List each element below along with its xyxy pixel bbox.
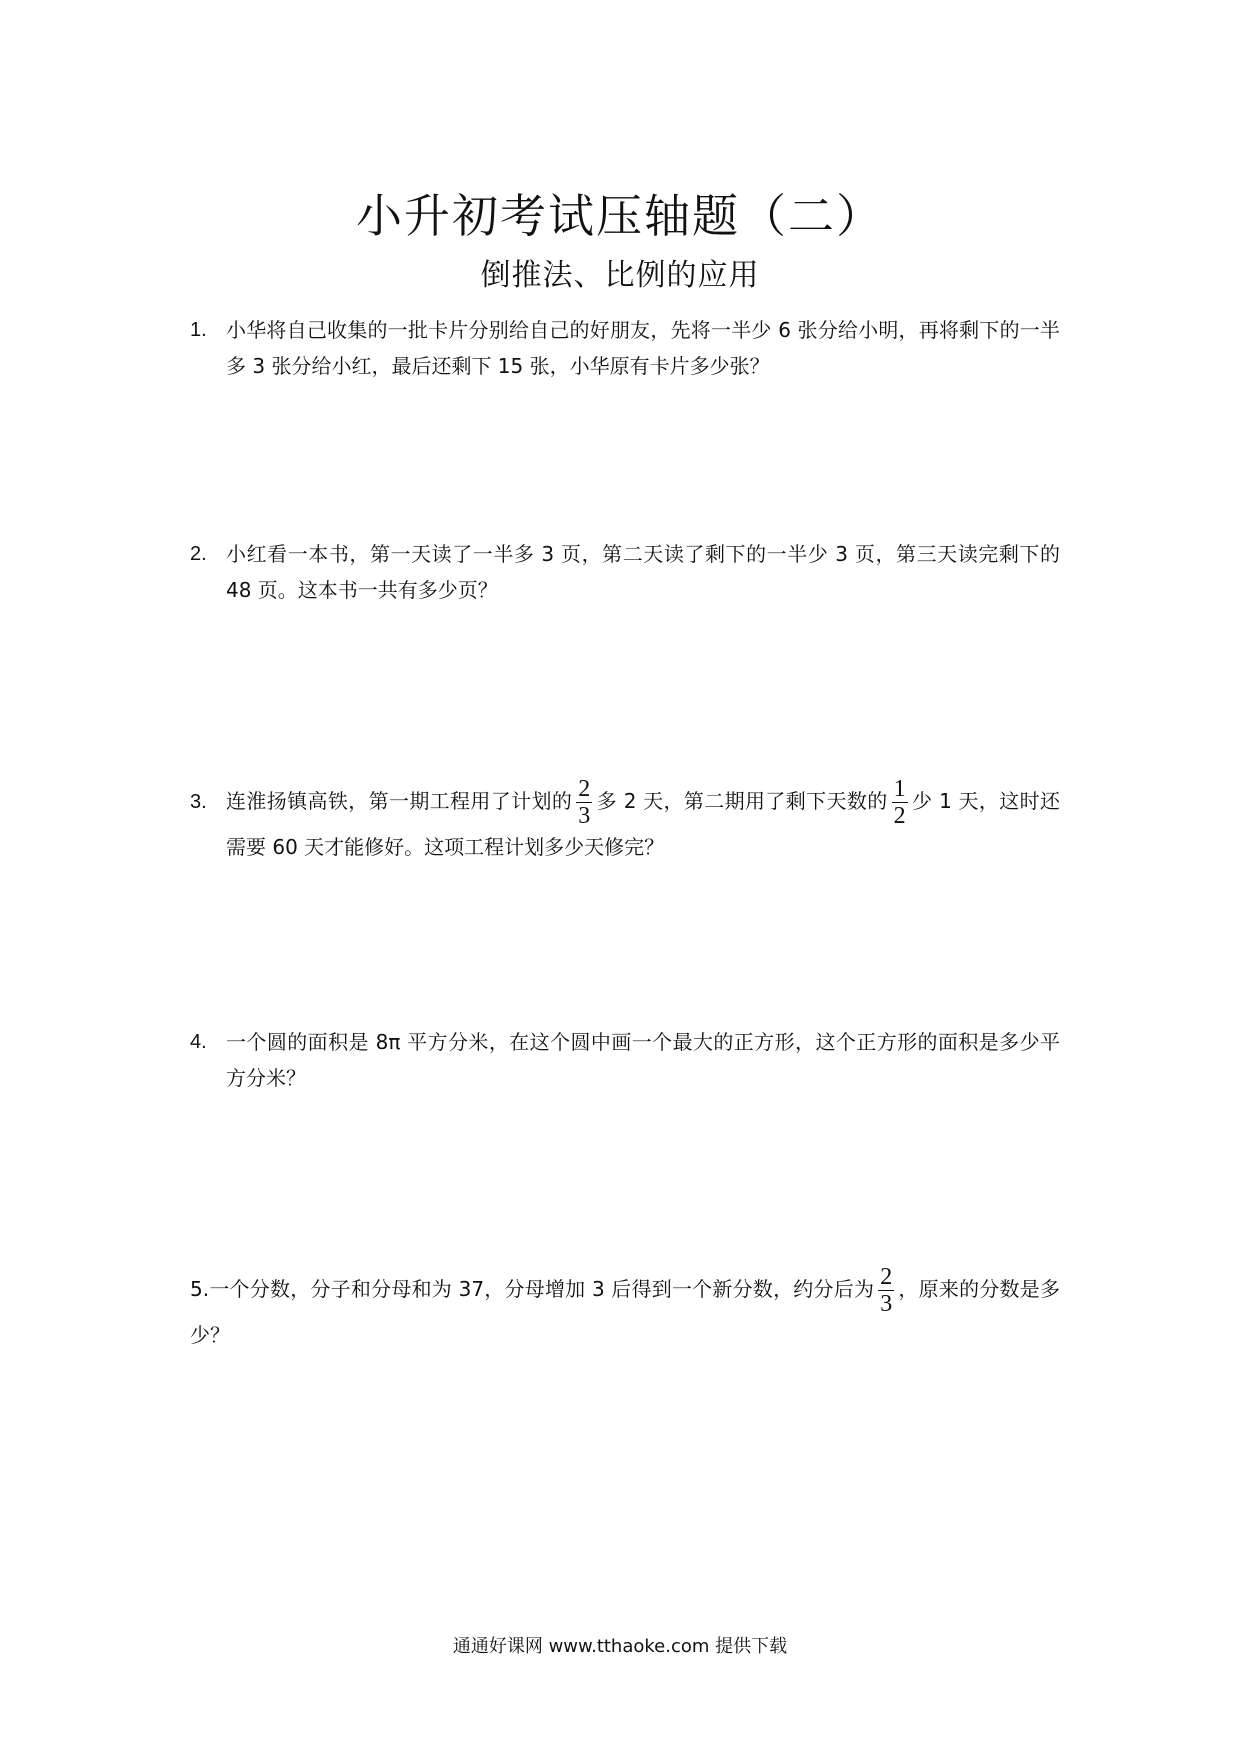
fraction-numerator: 2 [578,776,591,802]
question-number: 4. [190,1031,207,1053]
fraction-denominator: 3 [578,803,591,829]
question-text: 小红看一本书，第一天读了一半多 3 页，第二天读了剩下的一半少 3 页，第三天读完剩下的 48 页。这本书一共有多少页？ [226,542,1060,602]
question-text-part: 少 1 天，这时还需要 60 天才能修好。这项工程计划多少天修完？ [226,789,1060,859]
page-subtitle: 倒推法、比例的应用 [480,258,760,293]
fraction-two-thirds [878,1264,894,1317]
fraction-two-thirds [576,776,592,829]
question-number: 1. [190,319,207,341]
question-text [226,776,1060,865]
question-text-part: 一个分数，分子和分母和为 37，分母增加 3 后得到一个新分数，约分后为 [209,1277,875,1301]
question-text-part: ，原来的分数是多少？ [190,1277,1060,1347]
question-4 [190,1024,1060,1096]
question-text [190,1264,1060,1353]
question-text-part: 多 2 天，第二期用了剩下天数的 [596,789,888,813]
question-text-part: 连淮扬镇高铁，第一期工程用了计划的 [226,789,573,813]
fraction-numerator: 1 [893,776,906,802]
fraction-denominator: 2 [893,803,906,829]
question-3 [190,776,1060,865]
fraction-denominator: 3 [880,1291,893,1317]
question-2 [190,536,1060,608]
fraction-one-half [892,776,908,829]
page-title: 小升初考试压轴题（二） [356,189,884,243]
question-text: 一个圆的面积是 8π 平方分米，在这个圆中画一个最大的正方形，这个正方形的面积是多少平方分米？ [226,1030,1060,1090]
question-5 [190,1264,1060,1353]
page-footer: 通通好课网 www.tthaoke.com 提供下载 [452,1636,788,1657]
question-text: 小华将自己收集的一批卡片分别给自己的好朋友，先将一半少 6 张分给小明，再将剩下的一半多 3 张分给小红，最后还剩下 15 张，小华原有卡片多少张？ [226,318,1060,378]
question-1 [190,312,1060,384]
question-number: 2. [190,543,207,565]
question-number: 5. [190,1277,210,1301]
fraction-numerator: 2 [880,1264,893,1290]
question-number: 3. [190,791,207,813]
